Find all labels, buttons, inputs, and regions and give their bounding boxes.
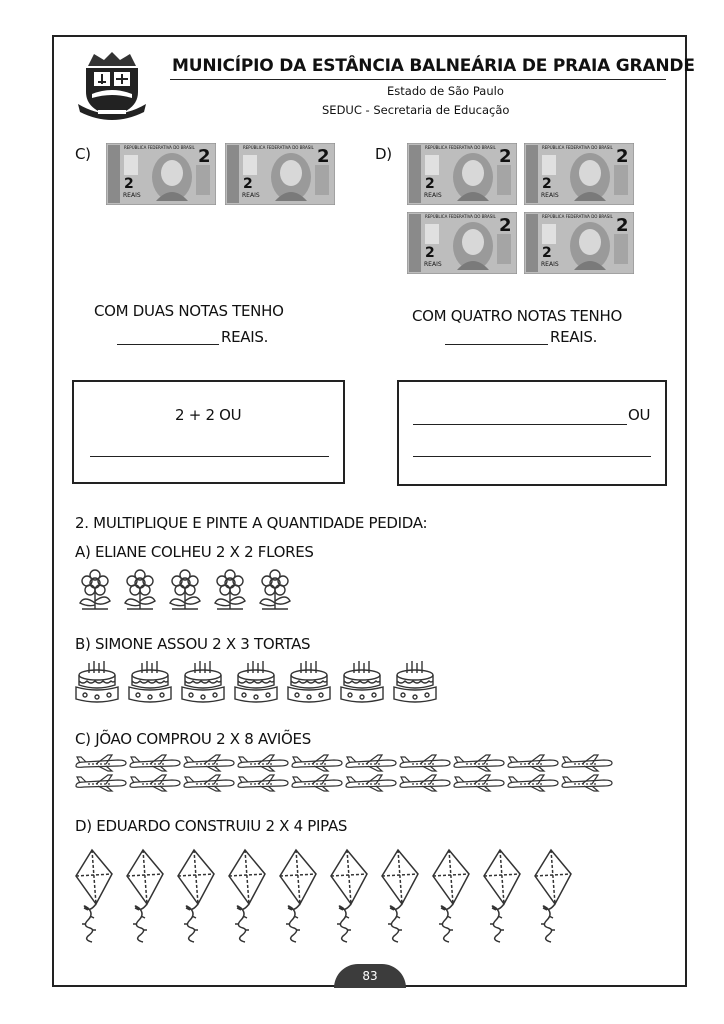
- section-c-label: C): [75, 145, 91, 163]
- airplane-icon[interactable]: [182, 774, 236, 796]
- section-c-box: [72, 380, 345, 484]
- kite-icon[interactable]: [276, 848, 320, 948]
- kite-icon[interactable]: [429, 848, 473, 948]
- cake-icon[interactable]: [338, 659, 386, 709]
- section-d-banknote: [407, 212, 517, 274]
- banknote-value: 2: [425, 245, 435, 261]
- banknote-header: REPÚBLICA FEDERATIVA DO BRASIL: [425, 214, 496, 219]
- banknote-value-top: 2: [616, 215, 629, 236]
- section-c-banknote: [225, 143, 335, 205]
- airplane-icon[interactable]: [398, 754, 452, 776]
- flower-icon[interactable]: [164, 569, 206, 617]
- section-c-box-line[interactable]: [90, 456, 329, 457]
- banknote-header: REPÚBLICA FEDERATIVA DO BRASIL: [542, 145, 613, 150]
- banknote-value-top: 2: [616, 146, 629, 167]
- section-d-banknote: [524, 143, 634, 205]
- page-number: 83: [362, 969, 378, 983]
- banknote-value-top: 2: [499, 215, 512, 236]
- department-name: SEDUC - Secretaria de Educação: [322, 103, 510, 117]
- section-d-answer-line[interactable]: [445, 344, 548, 345]
- section-d-banknote: [524, 212, 634, 274]
- section-d-reais: REAIS.: [550, 328, 598, 346]
- airplane-icon[interactable]: [74, 774, 128, 796]
- kite-icon[interactable]: [72, 848, 116, 948]
- banknote-caption: REAIS: [424, 192, 442, 199]
- section-c-answer-line[interactable]: [117, 344, 219, 345]
- banknote-value: 2: [542, 176, 552, 192]
- section-c-statement: COM DUAS NOTAS TENHO: [94, 302, 284, 320]
- airplane-icon[interactable]: [344, 754, 398, 776]
- banknote-header: REPÚBLICA FEDERATIVA DO BRASIL: [124, 145, 195, 150]
- airplane-icon[interactable]: [560, 774, 614, 796]
- cake-icon[interactable]: [126, 659, 174, 709]
- banknote-value: 2: [243, 176, 253, 192]
- title-underline: [170, 79, 666, 80]
- section-d-box-line-1[interactable]: [413, 424, 627, 425]
- section-d-box-line-2[interactable]: [413, 456, 651, 457]
- flower-icon[interactable]: [254, 569, 296, 617]
- airplane-icon[interactable]: [290, 774, 344, 796]
- banknote-header: REPÚBLICA FEDERATIVA DO BRASIL: [542, 214, 613, 219]
- section-d-banknote: [407, 143, 517, 205]
- banknote-header: REPÚBLICA FEDERATIVA DO BRASIL: [425, 145, 496, 150]
- airplane-icon[interactable]: [560, 754, 614, 776]
- exercise-d-label: D) EDUARDO CONSTRUIU 2 X 4 PIPAS: [75, 817, 348, 835]
- kite-icon[interactable]: [327, 848, 371, 948]
- flower-icon[interactable]: [119, 569, 161, 617]
- kite-icon[interactable]: [531, 848, 575, 948]
- exercise-2-heading: 2. MULTIPLIQUE E PINTE A QUANTIDADE PEDIDA:: [75, 514, 428, 532]
- kite-icon[interactable]: [174, 848, 218, 948]
- banknote-caption: REAIS: [123, 192, 141, 199]
- exercise-b-label: B) SIMONE ASSOU 2 X 3 TORTAS: [75, 635, 311, 653]
- airplane-icon[interactable]: [182, 754, 236, 776]
- airplane-icon[interactable]: [344, 774, 398, 796]
- kite-icon[interactable]: [378, 848, 422, 948]
- banknote-value: 2: [124, 176, 134, 192]
- coat-of-arms-icon: [74, 52, 150, 120]
- kite-icon[interactable]: [480, 848, 524, 948]
- banknote-value-top: 2: [317, 146, 330, 167]
- banknote-caption: REAIS: [242, 192, 260, 199]
- airplane-icon[interactable]: [236, 774, 290, 796]
- cake-icon[interactable]: [285, 659, 333, 709]
- section-d-label: D): [375, 145, 392, 163]
- exercise-a-label: A) ELIANE COLHEU 2 X 2 FLORES: [75, 543, 314, 561]
- banknote-value-top: 2: [499, 146, 512, 167]
- banknote-caption: REAIS: [424, 261, 442, 268]
- page-title: MUNICÍPIO DA ESTÂNCIA BALNEÁRIA DE PRAIA GRANDE: [172, 56, 695, 76]
- airplane-icon[interactable]: [128, 754, 182, 776]
- kite-icon[interactable]: [225, 848, 269, 948]
- section-d-box-text: OU: [628, 406, 651, 424]
- cake-icon[interactable]: [73, 659, 121, 709]
- airplane-icon[interactable]: [398, 774, 452, 796]
- banknote-header: REPÚBLICA FEDERATIVA DO BRASIL: [243, 145, 314, 150]
- section-d-box: [397, 380, 667, 486]
- airplane-icon[interactable]: [506, 754, 560, 776]
- flower-icon[interactable]: [74, 569, 116, 617]
- cake-icon[interactable]: [232, 659, 280, 709]
- airplane-icon[interactable]: [506, 774, 560, 796]
- airplane-icon[interactable]: [74, 754, 128, 776]
- banknote-caption: REAIS: [541, 261, 559, 268]
- airplane-icon[interactable]: [236, 754, 290, 776]
- state-name: Estado de São Paulo: [387, 84, 504, 98]
- banknote-value: 2: [542, 245, 552, 261]
- section-c-reais: REAIS.: [221, 328, 269, 346]
- airplane-icon[interactable]: [290, 754, 344, 776]
- airplane-icon[interactable]: [128, 774, 182, 796]
- exercise-c-label: C) JÕAO COMPROU 2 X 8 AVIÕES: [75, 730, 311, 748]
- section-d-statement: COM QUATRO NOTAS TENHO: [412, 307, 622, 325]
- banknote-value-top: 2: [198, 146, 211, 167]
- cake-icon[interactable]: [391, 659, 439, 709]
- airplane-icon[interactable]: [452, 774, 506, 796]
- airplane-icon[interactable]: [452, 754, 506, 776]
- section-c-box-text: 2 + 2 OU: [175, 406, 242, 424]
- cake-icon[interactable]: [179, 659, 227, 709]
- banknote-caption: REAIS: [541, 192, 559, 199]
- kite-icon[interactable]: [123, 848, 167, 948]
- banknote-value: 2: [425, 176, 435, 192]
- section-c-banknote: [106, 143, 216, 205]
- flower-icon[interactable]: [209, 569, 251, 617]
